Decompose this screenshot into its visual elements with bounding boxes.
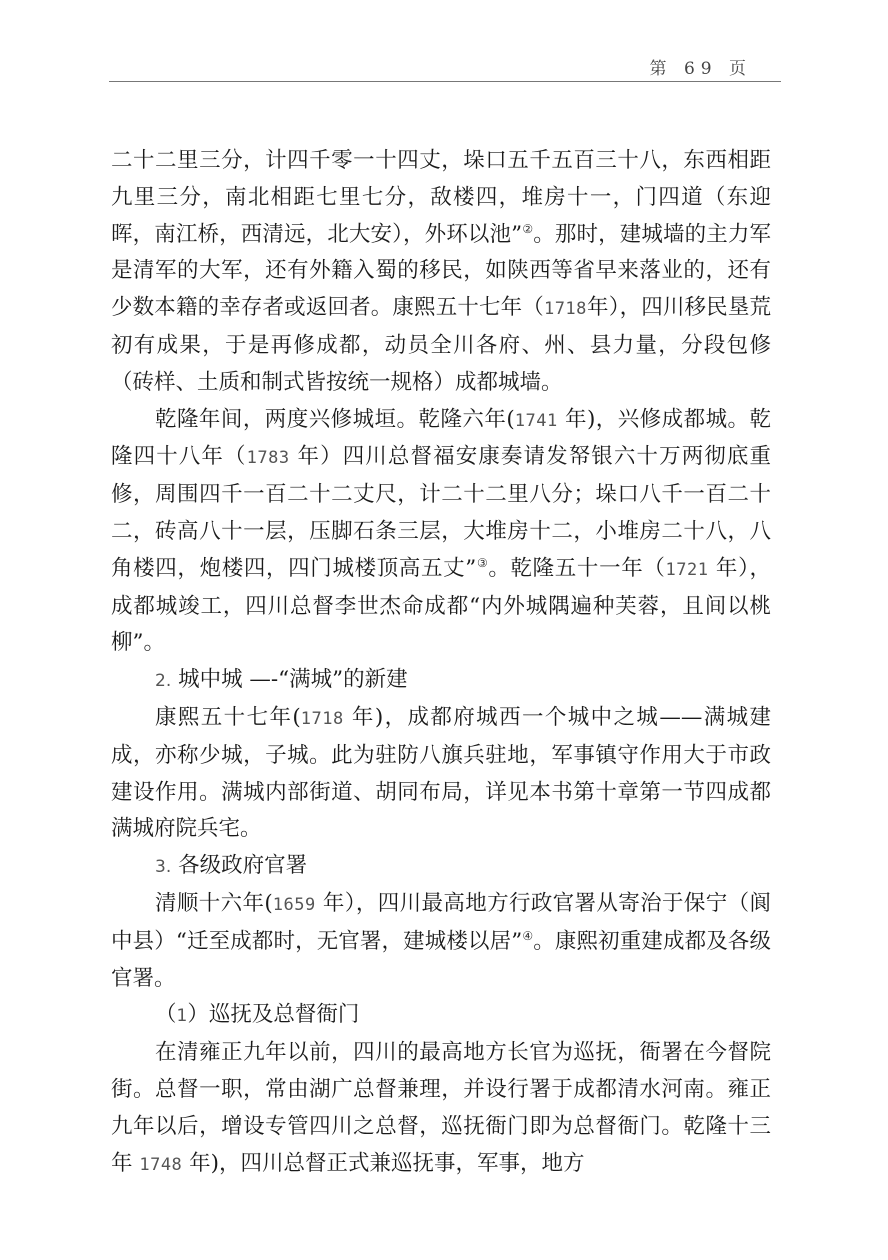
year-number: 1748 <box>139 1154 183 1175</box>
text-run: 年)，兴修成都城。乾隆四十八年（ <box>111 406 771 470</box>
text-run: 。那时，建城墙的主力军是清军的大军，还有外籍入蜀的移民，如陕西等省早来落业的，还有少数本籍的幸存者或返回者。康熙五十七年（ <box>111 221 771 321</box>
paragraph <box>111 848 771 886</box>
text-run: 在清雍正九年以前，四川的最高地方长官为巡抚，衙署在今督院街。总督一职，常由湖广总督兼理，并设行署于成都清水河南。雍正九年以后，增设专管四川之总督，巡抚衙门即为总督衙门。乾隆十三年 <box>111 1040 771 1176</box>
text-run: 年），四川移民垦荒初有成果，于是再修成都，动员全川各府、州、县力量，分段包修（砖样、土质和制式皆按统一规格）成都城墙。 <box>111 295 771 395</box>
text-run: 年），四川最高地方行政官署从寄治于保宁（阆中县）“迁至成都时，无官署，建城楼以居” <box>111 890 771 954</box>
text-run: 康熙五十七年( <box>155 704 301 730</box>
text-run: 年）四川总督福安康奏请发帑银六十万两彻底重修，周围四千一百二十二丈尺，计二十二里八分；垛口八千一百二十二，砖高八十一层，压脚石条三层，大堆房十二，小堆房二十八，八角楼四，炮楼四，四门城楼顶高五丈” <box>111 444 771 581</box>
year-number: 1718 <box>300 708 344 729</box>
page-header <box>0 0 888 90</box>
text-run: （ <box>155 1002 177 1028</box>
year-number: 1741 <box>514 410 558 431</box>
text-run: 清顺十六年( <box>155 890 273 916</box>
text-run: 乾隆年间，两度兴修城垣。乾隆六年( <box>155 406 515 432</box>
header-rule <box>109 81 781 82</box>
footnote-marker: ② <box>522 221 534 236</box>
section-number: 1 <box>176 1006 188 1027</box>
year-number: 1659 <box>272 894 316 915</box>
paragraph <box>111 1035 771 1183</box>
footnote-marker: ③ <box>476 555 489 570</box>
paragraph <box>111 700 771 848</box>
section-number: 3. <box>155 857 172 878</box>
year-number: 1783 <box>246 448 290 469</box>
paragraph <box>111 662 771 700</box>
paragraph <box>111 997 771 1035</box>
text-run: 年），成都城竣工，四川总督李世杰命成都“内外城隅遍种芙蓉，且间以桃柳”。 <box>111 555 771 656</box>
text-run: 城中城 —-“满城”的新建 <box>171 667 408 693</box>
text-run: 年)，成都府城西一个城中之城——满城建成，亦称少城，子城。此为驻防八旗兵驻地，军事镇守作用大于市政建设作用。满城内部街道、胡同布局，详见本书第十章第一节四成都满城府院兵宅。 <box>111 704 771 842</box>
text-run: ）巡抚及总督衙门 <box>187 1002 360 1028</box>
year-number: 1721 <box>665 559 709 580</box>
paragraph <box>111 143 771 402</box>
section-number: 2. <box>155 671 172 692</box>
body-text <box>111 143 771 1183</box>
footnote-marker: ④ <box>522 928 534 943</box>
text-run: 各级政府官署 <box>171 853 308 879</box>
page-number: 第 69 页 <box>649 59 752 79</box>
text-run: 。康熙初重建成都及各级官署。 <box>111 928 771 991</box>
text-run: 。乾隆五十一年（ <box>488 555 666 581</box>
paragraph <box>111 402 771 663</box>
year-number: 1718 <box>543 299 587 320</box>
text-run: 二十二里三分，计四千零一十四丈，垛口五千五百三十八，东西相距九里三分，南北相距七里七分，敌楼四，堆房十一，门四道（东迎晖，南江桥，西清远，北大安），外环以池” <box>111 148 771 247</box>
paragraph <box>111 886 771 997</box>
text-run: 年)，四川总督正式兼巡抚事，军事，地方 <box>182 1150 585 1176</box>
